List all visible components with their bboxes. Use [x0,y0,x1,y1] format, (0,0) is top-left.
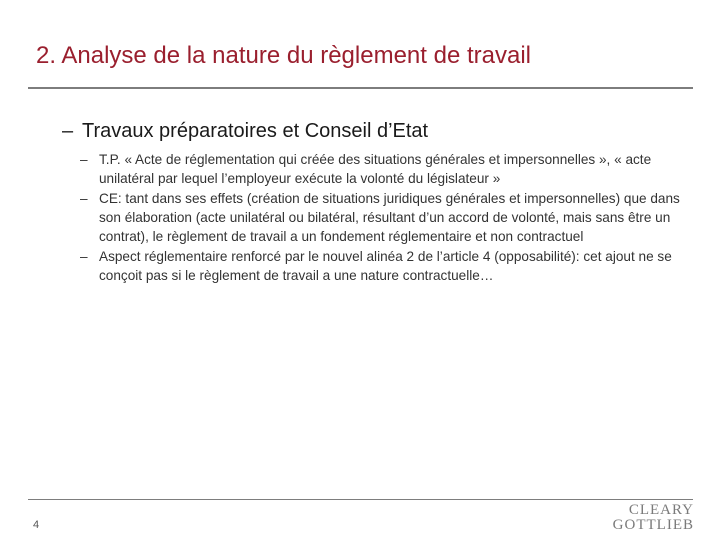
footer-divider [28,499,693,500]
logo-line-1: CLEARY [628,502,694,518]
logo-line-2: GOTTLIEB [612,517,694,533]
bullet-dash: – [80,249,88,264]
bullet-dash: – [80,152,88,167]
section-heading [62,120,682,143]
bullet-list [80,150,680,286]
section-heading-text: Travaux préparatoires et Conseil d’Etat [82,120,429,142]
bullet-dash: – [80,191,88,206]
bullet-text-aspect: Aspect réglementaire renforcé par le nouvel alinéa 2 de l’article 4 (opposabilité): cet ajout ne se conçoit pas si le règlement de travail a une nature contractuelle… [99,249,672,283]
list-item [80,189,680,246]
slide-title: 2. Analyse de la nature du règlement de travail [36,42,531,69]
title-divider [28,87,693,89]
bullet-text-ce: CE: tant dans ses effets (création de situations juridiques générales et impersonnelles) que dans son élaboration (acte unilatéral ou bilatéral, résultant d’un accord de volonté, mais sans être un contrat), le règlement de travail a un fondement réglementaire et non contractuel [99,191,680,244]
list-item [80,150,680,188]
list-item [80,247,680,285]
heading-dash: – [62,120,74,142]
firm-logo [613,503,694,533]
page-number: 4 [33,519,40,531]
bullet-text-tp: T.P. « Acte de réglementation qui créée des situations générales et impersonnelles », « acte unilatéral par lequel l’employeur exécute la volonté du législateur » [99,152,652,186]
